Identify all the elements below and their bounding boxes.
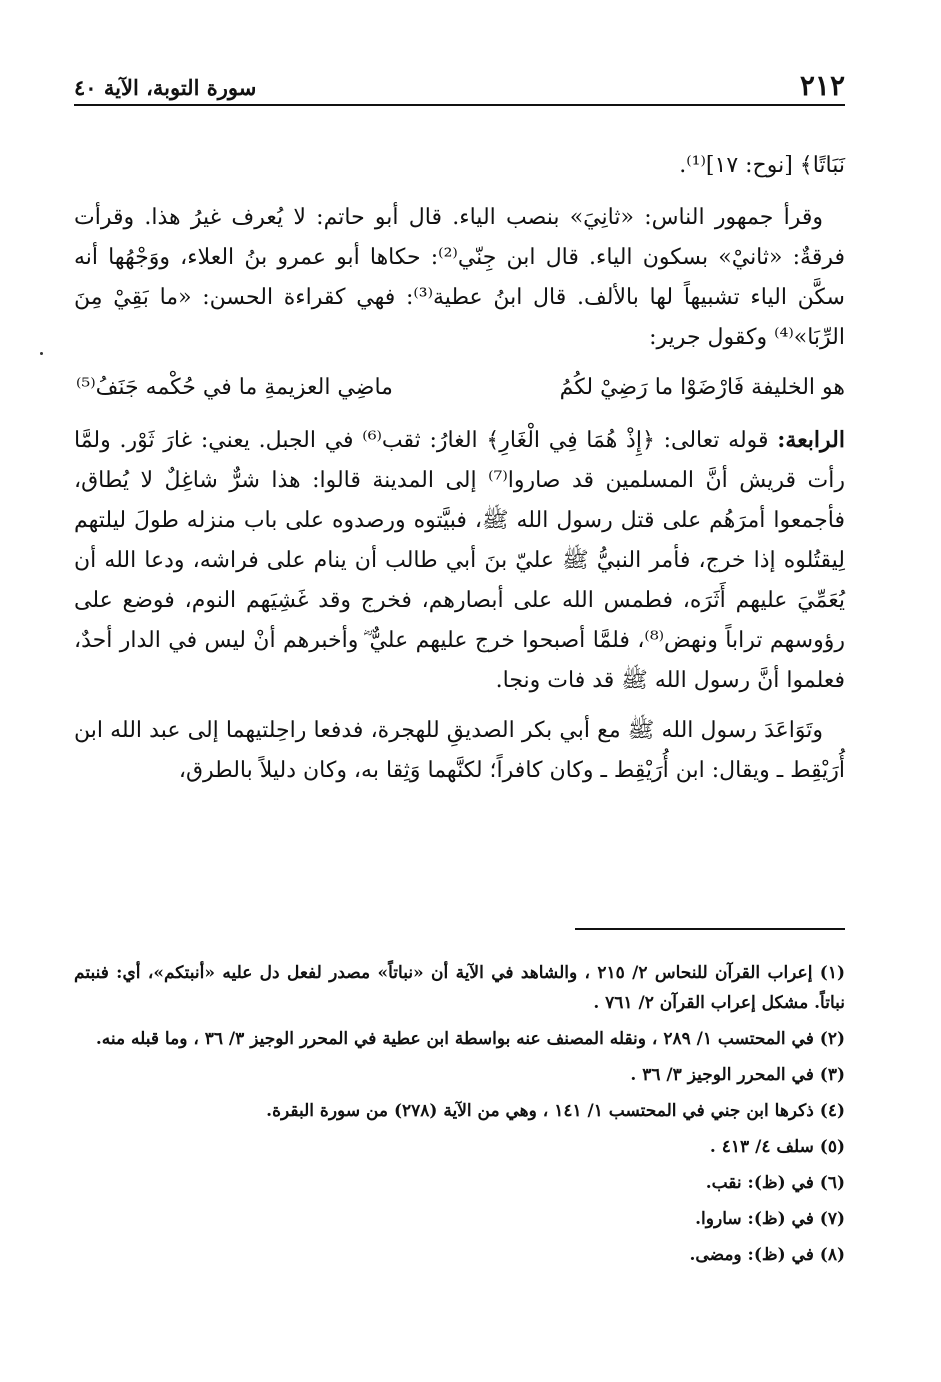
footnotes xyxy=(74,958,845,1276)
footnote-item: (٦) في (ظ): نقب. xyxy=(705,1173,845,1193)
running-title: سورة التوبة، الآية ٤٠ xyxy=(74,75,257,100)
verse-right-hemistich: هو الخليفة فَارْضَوْا ما رَضِيْ لكُمُ xyxy=(559,375,845,400)
paragraph-fourth-lead: الرابعة: xyxy=(777,427,845,453)
paragraph-fourth-text: قوله تعالى: ﴿إِذْ هُمَا فِي الْغَارِ﴾ الغارُ: ثقب⁽⁶⁾ في الجبل. يعني: غارَ ثَوْر. ولمَّا رأت قريش أنَّ المسلمين قد صاروا⁽⁷⁾ إلى المدينة قالوا: هذا شرٌّ شاغِلٌ لا يُطاق، فأجمعوا أمرَهُم على قتل رسول الله ﷺ، فبيَّتوه ورصدوه على باب منزله طولَ ليلتهم لِيقتُلوه إذا خرج، فأمر النبيُّ ﷺ عليّ بنَ أبي طالب أن ينام على فراشه، ودعا الله أن يُعَمِّيَ عليهم أَثَرَه، فطمس الله على أبصارهم، فخرج وقد غَشِيَهم النوم، فوضع على رؤوسهم تراباً ونهض⁽⁸⁾، فلمَّا أصبحوا خرج عليهم عليٌّ ؓ وأخبرهم أنْ ليس في الدار أحدٌ، فعلموا أنَّ رسول الله ﷺ قد فات ونجا. xyxy=(74,428,845,693)
verse-left-hemistich: ماضِي العزيمةِ ما في حُكْمه جَنَفُ⁽⁵⁾ xyxy=(76,375,393,400)
paragraph-fourth xyxy=(74,420,845,701)
paragraph-readings: وقرأ جمهور الناس: «ثانِيَ» بنصب الياء. قال أبو حاتم: لا يُعرف غيرُ هذا. وقرأت فرقةٌ: «ثانيْ» بسكون الياء. قال ابن جِنّي⁽²⁾: حكاها أبو عمرو بنُ العلاء، ووَجْهُها أنه سكَّن الياء تشبيهاً لها بالألف. قال ابنُ عطية⁽³⁾: فهي كقراءة الحسن: «ما بَقِيْ مِنَ الرِّبَا»⁽⁴⁾ وكقول جرير: xyxy=(74,205,846,350)
footnote-item: (١) إعراب القرآن للنحاس ٢/ ٢١٥ ، والشاهد في الآية أن «نباتاً» مصدر لفعل دل عليه «أنبتكم»، أي: فنبتم نباتاً. مشكل إعراب القرآن ٢/ ٧٦١ . xyxy=(74,963,845,1013)
page-number: ٢١٢ xyxy=(799,69,845,102)
footnote-divider xyxy=(575,928,845,930)
paragraph-hijra: وتَوَاعَدَ رسول الله ﷺ مع أبي بكر الصديقِ للهجرة، فدفعا راحِلتيهما إلى عبد الله ابن أُرَيْقِط ـ ويقال: ابن أُرَيْقِط ـ وكان كافراً؛ لكنَّهما وَثِقا به، وكان دليلاً بالطرق، xyxy=(74,718,845,783)
scan-speck xyxy=(40,352,43,355)
page-header xyxy=(74,68,845,106)
main-text xyxy=(74,146,845,801)
footnote-item: (٥) سلف ٤/ ٤١٣ . xyxy=(709,1137,845,1157)
footnote-item: (٧) في (ظ): ساروا. xyxy=(695,1209,845,1229)
footnote-item: (٢) في المحتسب ١/ ٢٨٩ ، ونقله المصنف عنه بواسطة ابن عطية في المحرر الوجيز ٣/ ٣٦ ، وما قبله منه. xyxy=(95,1029,845,1049)
footnote-item: (٨) في (ظ): ومضى. xyxy=(689,1245,845,1265)
poetry-verse xyxy=(74,368,845,408)
footnote-item: (٣) في المحرر الوجيز ٣/ ٣٦ . xyxy=(630,1065,845,1085)
footnote-item: (٤) ذكرها ابن جني في المحتسب ١/ ١٤١ ، وهي من الآية (٢٧٨) من سورة البقرة. xyxy=(266,1101,845,1121)
paragraph-continuation: نَبَاتًا﴾ [نوح: ١٧]⁽¹⁾. xyxy=(679,153,845,178)
